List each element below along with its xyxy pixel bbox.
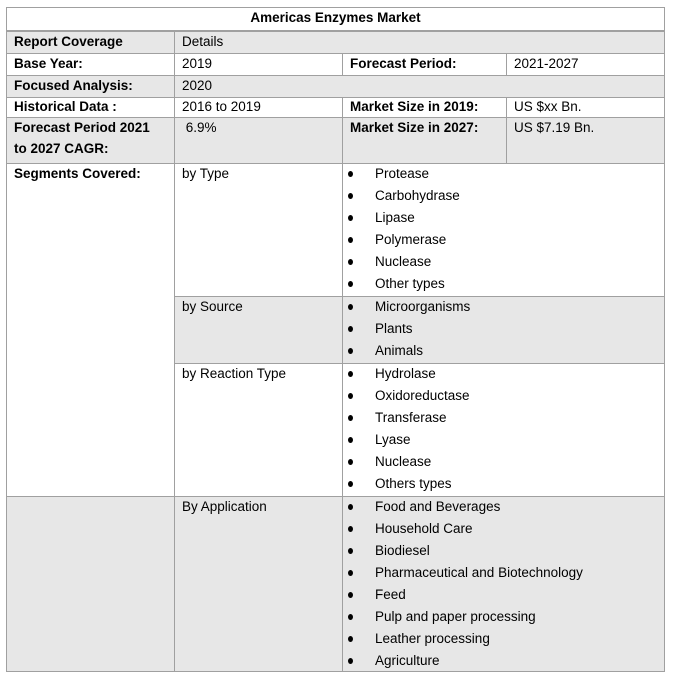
historical-data-value: 2016 to 2019 — [182, 99, 261, 114]
bullet-icon — [348, 614, 353, 620]
list-item: Lipase — [345, 207, 460, 229]
list-item: Microorganisms — [345, 296, 470, 318]
segment-application-list — [345, 496, 583, 672]
report-coverage-value: Details — [182, 34, 224, 49]
cagr-value: 6.9% — [182, 120, 217, 135]
col-divider — [342, 163, 343, 671]
segment-application-label: By Application — [182, 499, 267, 514]
list-item: Food and Beverages — [345, 496, 583, 518]
focused-analysis-value: 2020 — [182, 78, 213, 93]
bullet-icon — [348, 636, 353, 642]
list-item: Polymerase — [345, 229, 460, 251]
list-item: Hydrolase — [345, 363, 470, 385]
market-size-2019-value: US $xx Bn. — [514, 99, 582, 114]
bullet-icon — [348, 393, 353, 399]
list-item: Animals — [345, 340, 470, 362]
list-item: Household Care — [345, 518, 583, 540]
market-size-2027-label: Market Size in 2027: — [350, 120, 479, 135]
bullet-icon — [348, 371, 353, 377]
historical-data-label: Historical Data : — [14, 99, 117, 114]
bullet-icon — [348, 437, 353, 443]
segment-type-list — [345, 163, 460, 295]
table-title: Americas Enzymes Market — [7, 8, 664, 30]
segments-covered-label: Segments Covered: — [14, 166, 141, 181]
list-item: Plants — [345, 318, 470, 340]
bullet-icon — [348, 193, 353, 199]
list-item: Others types — [345, 473, 470, 495]
segment-source-label: by Source — [182, 299, 243, 314]
base-year-value: 2019 — [182, 56, 213, 71]
bullet-icon — [348, 281, 353, 287]
cagr-label-line2: to 2027 CAGR: — [14, 141, 109, 156]
list-item: Nuclease — [345, 251, 460, 273]
segment-reaction-list — [345, 363, 470, 495]
focused-analysis-label: Focused Analysis: — [14, 78, 133, 93]
bullet-icon — [348, 459, 353, 465]
list-item: Other types — [345, 273, 460, 295]
market-size-2019-label: Market Size in 2019: — [350, 99, 479, 114]
bullet-icon — [348, 237, 353, 243]
bullet-icon — [348, 326, 353, 332]
bullet-icon — [348, 548, 353, 554]
bullet-icon — [348, 504, 353, 510]
segment-source-list — [345, 296, 470, 362]
segment-reaction-label: by Reaction Type — [182, 366, 287, 381]
list-item: Protease — [345, 163, 460, 185]
market-summary-table — [6, 7, 665, 672]
list-item: Leather processing — [345, 628, 583, 650]
report-coverage-label: Report Coverage — [14, 34, 123, 49]
segments-label-bg — [7, 296, 174, 496]
forecast-period-value: 2021-2027 — [514, 56, 579, 71]
list-item: Pulp and paper processing — [345, 606, 583, 628]
bullet-icon — [348, 592, 353, 598]
list-item: Carbohydrase — [345, 185, 460, 207]
bullet-icon — [348, 481, 353, 487]
list-item: Transferase — [345, 407, 470, 429]
bullet-icon — [348, 526, 353, 532]
list-item: Oxidoreductase — [345, 385, 470, 407]
bullet-icon — [348, 415, 353, 421]
bullet-icon — [348, 259, 353, 265]
list-item: Biodiesel — [345, 540, 583, 562]
list-item: Pharmaceutical and Biotechnology — [345, 562, 583, 584]
forecast-period-label: Forecast Period: — [350, 56, 457, 71]
bullet-icon — [348, 570, 353, 576]
bullet-icon — [348, 658, 353, 664]
list-item: Feed — [345, 584, 583, 606]
bullet-icon — [348, 215, 353, 221]
market-size-2027-value: US $7.19 Bn. — [514, 120, 595, 135]
list-item: Agriculture — [345, 650, 583, 672]
bullet-icon — [348, 348, 353, 354]
list-item: Lyase — [345, 429, 470, 451]
list-item: Nuclease — [345, 451, 470, 473]
bullet-icon — [348, 171, 353, 177]
base-year-label: Base Year: — [14, 56, 83, 71]
segment-type-label: by Type — [182, 166, 230, 181]
bullet-icon — [348, 304, 353, 310]
cagr-label-line1: Forecast Period 2021 — [14, 120, 150, 135]
